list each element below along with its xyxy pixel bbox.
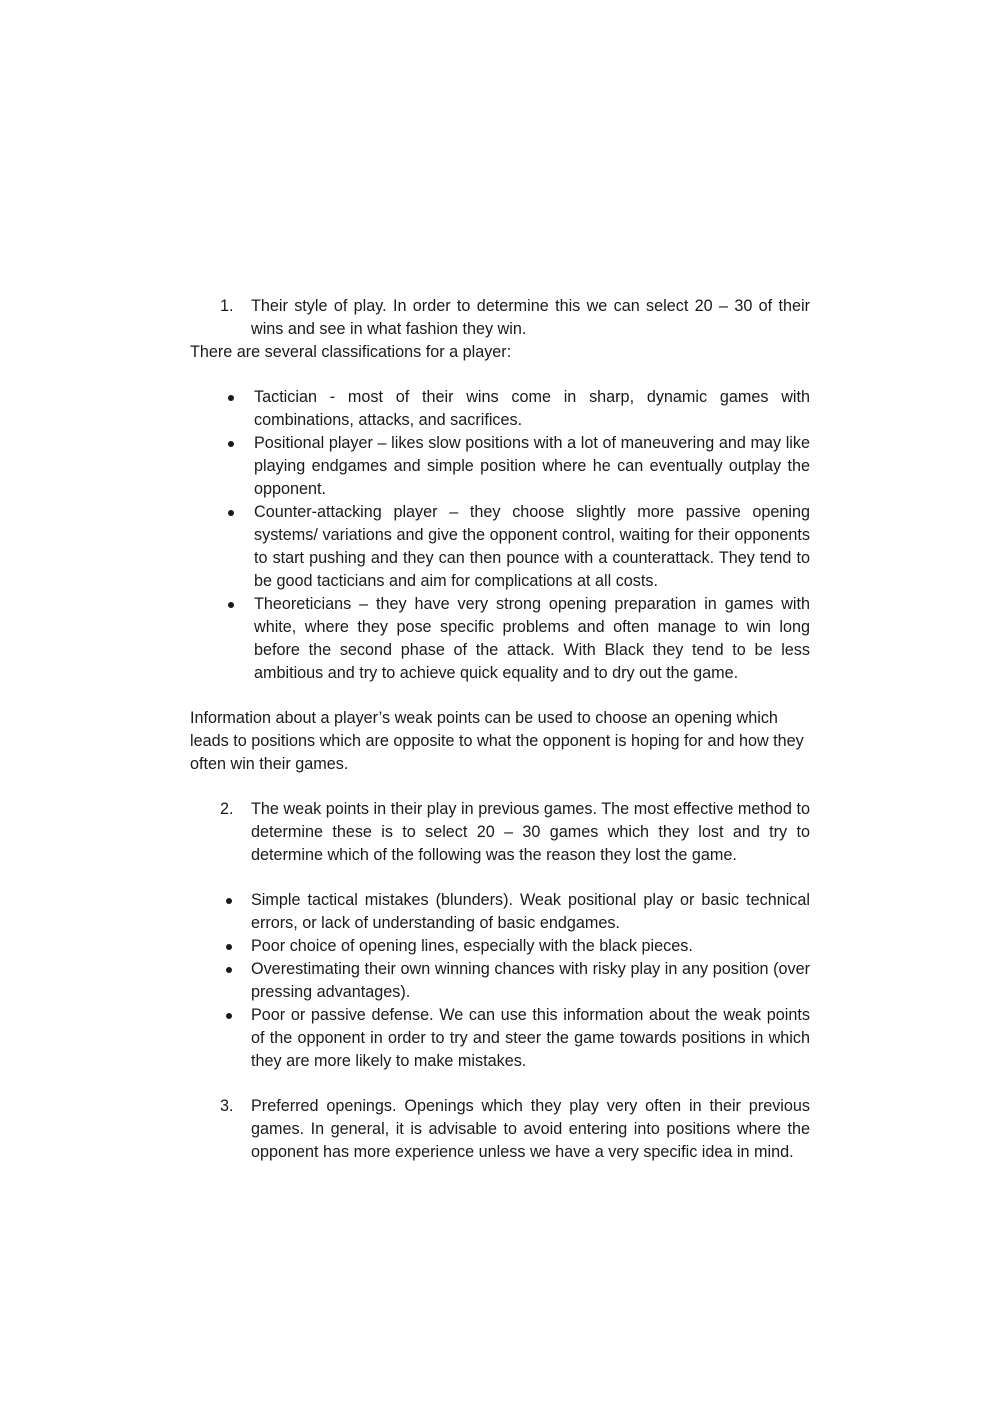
list-item-text: Counter-attacking player – they choose slightly more passive opening systems/ variations and give the opponent control, waiting for their opponents to start pushing and they can then pounce with a counterattack. They tend to be good tacticians and aim for complications at all costs. <box>254 503 810 590</box>
item-text: The weak points in their play in previous games. The most effective method to determine these is to select 20 – 30 games which they lost and try to determine which of the following was the reason they lost the game. <box>251 800 810 864</box>
numbered-item-3 <box>190 1095 810 1164</box>
item-text: Their style of play. In order to determine this we can select 20 – 30 of their wins and see in what fashion they win. <box>251 297 810 338</box>
classifications-intro: There are several classifications for a player: <box>190 343 512 361</box>
list-item <box>190 889 810 935</box>
list-item-text: Positional player – likes slow positions with a lot of maneuvering and may like playing endgames and simple position where he can eventually outplay the opponent. <box>254 434 810 498</box>
weak-points-list <box>190 889 810 1073</box>
item-number: 2. <box>220 800 234 818</box>
list-item-text: Overestimating their own winning chances with risky play in any position (over pressing advantages). <box>251 960 810 1001</box>
spacer <box>190 776 810 798</box>
list-item <box>190 593 810 685</box>
numbered-item-2 <box>190 798 810 867</box>
list-item-text: Poor or passive defense. We can use this information about the weak points of the opponent in order to try and steer the game towards positions in which they are more likely to make mistakes. <box>251 1006 810 1070</box>
item-number: 3. <box>220 1097 234 1115</box>
spacer <box>190 364 810 386</box>
item-number: 1. <box>220 297 234 315</box>
numbered-item-1 <box>190 295 810 341</box>
bullet-icon <box>228 395 234 401</box>
bullet-icon <box>226 1013 232 1019</box>
bullet-icon <box>226 898 232 904</box>
list-item-text: Tactician - most of their wins come in sharp, dynamic games with combinations, attacks, and sacrifices. <box>254 388 810 429</box>
list-item <box>190 432 810 501</box>
list-item <box>190 1004 810 1073</box>
document-body <box>190 295 810 1164</box>
classification-list <box>190 386 810 685</box>
list-item <box>190 386 810 432</box>
spacer <box>190 1073 810 1095</box>
bullet-icon <box>228 510 234 516</box>
list-item <box>190 958 810 1004</box>
list-item-text: Simple tactical mistakes (blunders). Weak positional play or basic technical errors, or lack of understanding of basic endgames. <box>251 891 810 932</box>
bullet-icon <box>228 441 234 447</box>
spacer <box>190 685 810 707</box>
bullet-icon <box>226 967 232 973</box>
list-item-text: Poor choice of opening lines, especially with the black pieces. <box>251 937 693 955</box>
bullet-icon <box>228 602 234 608</box>
item-text: Preferred openings. Openings which they play very often in their previous games. In general, it is advisable to avoid entering into positions where the opponent has more experience unless we have a very specific idea in mind. <box>251 1097 810 1161</box>
weak-points-paragraph: Information about a player’s weak points can be used to choose an opening which leads to positions which are opposite to what the opponent is hoping for and how they often win their games. <box>190 709 804 773</box>
list-item <box>190 935 810 958</box>
list-item-text: Theoreticians – they have very strong opening preparation in games with white, where they pose specific problems and often manage to win long before the second phase of the attack. With Black they tend to be less ambitious and try to achieve quick equality and to dry out the game. <box>254 595 810 682</box>
spacer <box>190 867 810 889</box>
bullet-icon <box>226 944 232 950</box>
list-item <box>190 501 810 593</box>
